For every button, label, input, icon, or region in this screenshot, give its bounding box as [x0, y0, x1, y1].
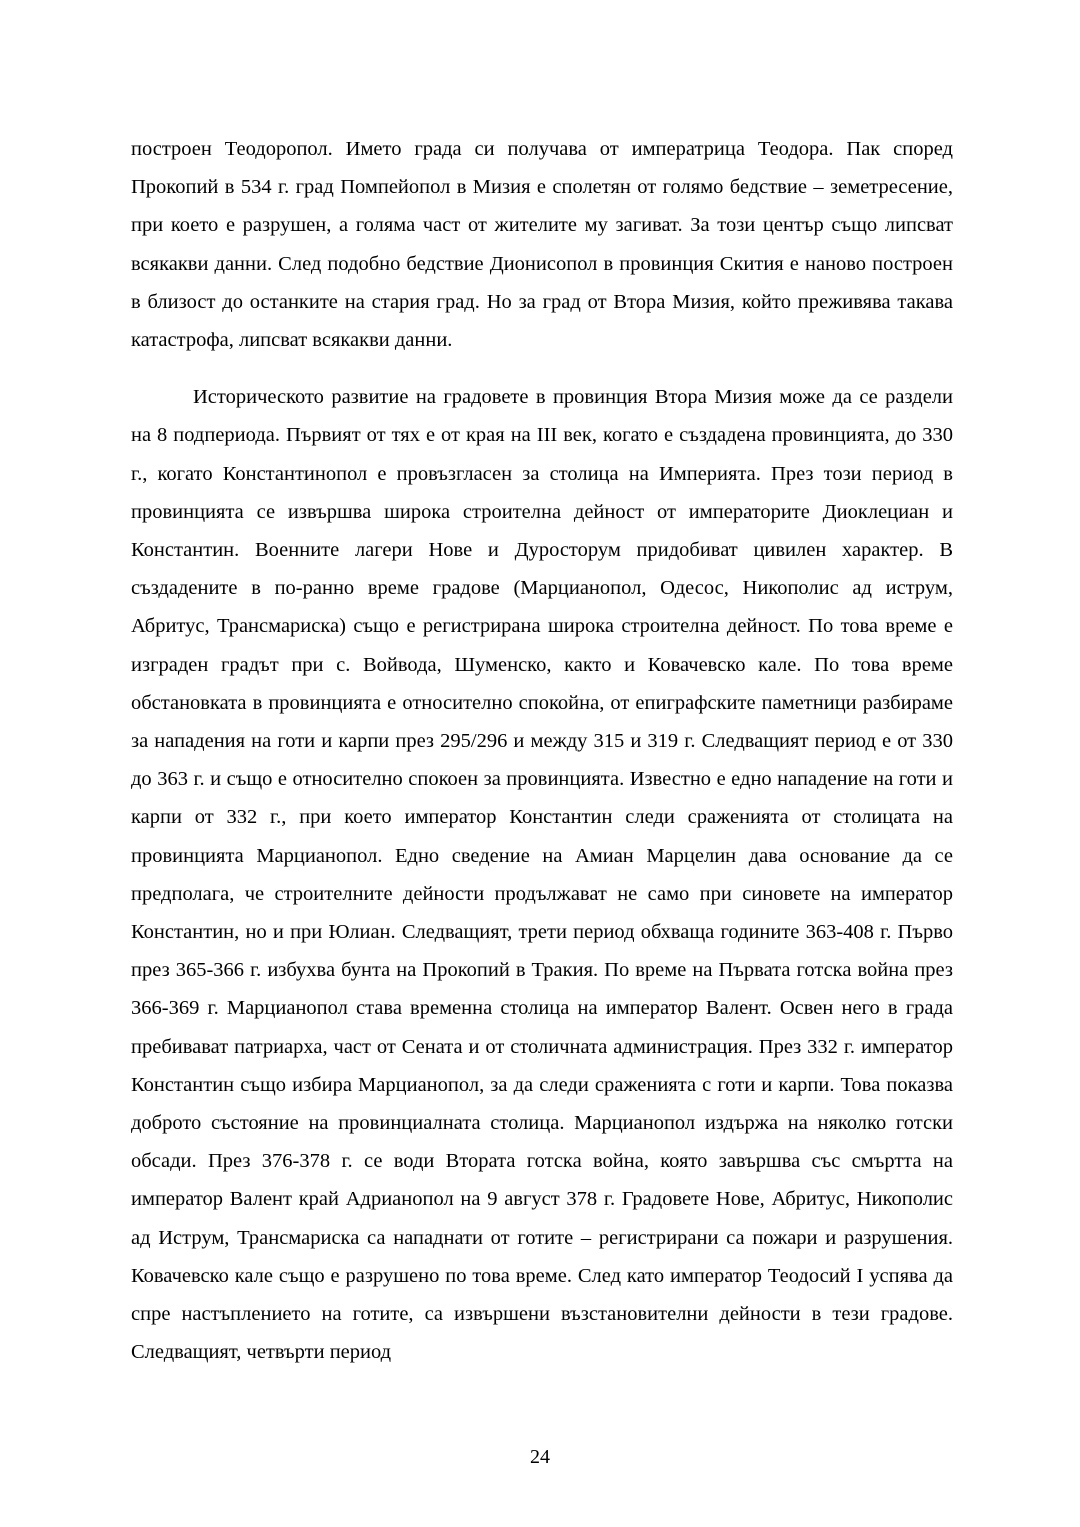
page-number: 24 — [530, 1446, 550, 1468]
paragraph: построен Теодоропол. Името града си получава от императрица Теодора. Пак според Прокопий в 534 г. град Помпейопол в Мизия е сполетян от голямо бедствие – земетресение, при което е разрушен, а голяма част от жителите му загиват. За този център също липсват всякакви данни. След подобно бедствие Дионисопол в провинция Скития е наново построен в близост до останките на стария град. Но за град от Втора Мизия, който преживява такава катастрофа, липсват всякакви данни. — [131, 138, 953, 352]
paragraph: Историческото развитие на градовете в провинция Втора Мизия може да се раздели на 8 подпериода. Първият от тях е от края на III век, когато е създадена провинцията, до 330 г., когато Константинопол е провъзгласен за столица на Империята. През този период в провинцията се извършва широка строителна дейност от императорите Диоклециан и Константин. Военните лагери Нове и Дуросторум придобиват цивилен характер. В създадените в по-ранно време градове (Марцианопол, Одесос, Никополис ад иструм, Абритус, Трансмариска) също е регистрирана широка строителна дейност. По това време е изграден градът при с. Войвода, Шуменско, както и Ковачевско кале. По това време обстановката в провинцията е относително спокойна, от епиграфските паметници разбираме за нападения на готи и карпи през 295/296 и между 315 и 319 г. Следващият период е от 330 до 363 г. и също е относително спокоен за провинцията. Известно е едно нападение на готи и карпи от 332 г., при което император Константин следи сраженията от столицата на провинцията Марцианопол. Едно сведение на Амиан Марцелин дава основание да се предполага, че строителните дейности продължават не само при синовете на император Константин, но и при Юлиан. Следващият, трети период обхваща годините 363-408 г. Първо през 365-366 г. избухва бунта на Прокопий в Тракия. По време на Първата готска война през 366-369 г. Марцианопол става временна столица на император Валент. Освен него в града пребивават патриарха, част от Сената и от столичната администрация. През 332 г. император Константин също избира Марцианопол, за да следи сраженията с готи и карпи. Това показва доброто състояние на провинциалната столица. Марцианопол издържа на няколко готски обсади. През 376-378 г. се води Втората готска война, която завършва със смъртта на император Валент край Адрианопол на 9 август 378 г. Градовете Нове, Абритус, Никополис ад Иструм, Трансмариска са нападнати от готите – регистрирани са пожари и разрушения. Ковачевско кале също е разрушено по това време. След като император Теодосий I успява да спре настъплението на готите, са извършени възстановителни дейности в тези градове. Следващият, четвърти период — [131, 386, 953, 1364]
body-text — [131, 130, 953, 1372]
